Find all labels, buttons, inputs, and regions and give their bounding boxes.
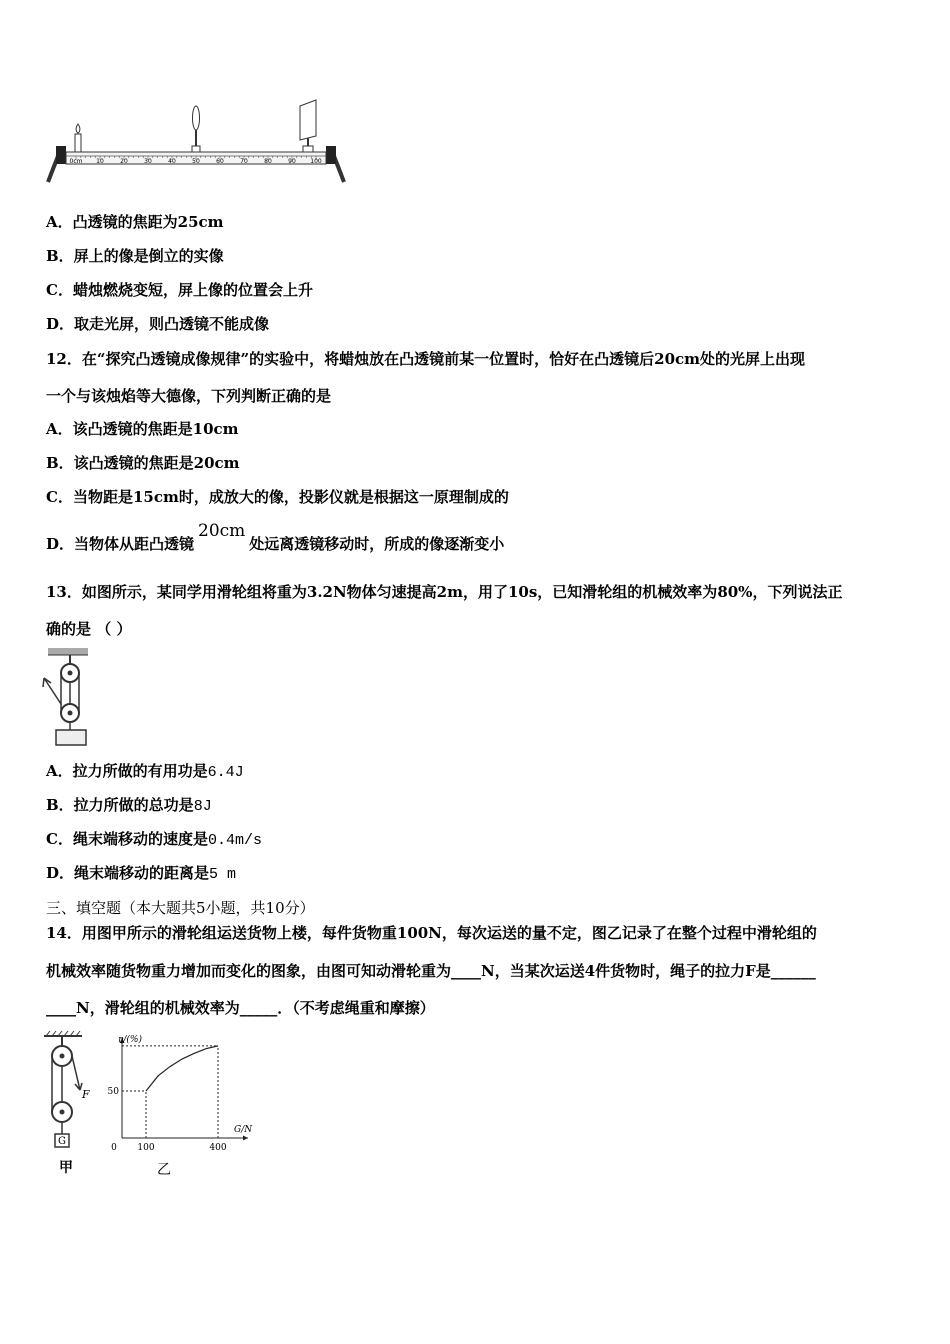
bench-scale-label: 100 — [310, 158, 322, 165]
bench-scale-label: 30 — [144, 158, 152, 165]
section3-title: 三、填空题（本大题共5小题，共10分） — [46, 899, 315, 917]
y-tick-label: 50 — [107, 1087, 119, 1097]
q13-option-a-value: 6.4J — [207, 764, 244, 781]
fig-yi-chart — [100, 1030, 253, 1180]
q12-stem-line2: 一个与该烛焰等大德像，下列判断正确的是 — [46, 387, 332, 405]
q14-line2: 机械效率随货物重力增加而变化的图象，由图可知动滑轮重为____N，当某次运送4件货物时，绳子的拉力F是______ — [46, 962, 816, 980]
fig-yi-caption: 乙 — [157, 1162, 171, 1178]
q13-option-a — [46, 760, 244, 781]
q12-option-b: B．该凸透镜的焦距是20cm — [46, 454, 240, 472]
q13-option-b-label: B．拉力所做的总功是 — [46, 796, 194, 814]
q13-option-d-label: D．绳末端移动的距离是 — [46, 864, 210, 882]
x-tick-label: 100 — [137, 1143, 155, 1153]
q12-option-d-post: 处远离透镜移动时，所成的像逐渐变小 — [249, 535, 505, 553]
q11-option-d: D．取走光屏，则凸透镜不能成像 — [46, 315, 270, 333]
bench-scale-label: 50 — [192, 158, 200, 165]
q13-option-b — [46, 794, 212, 815]
bench-scale-label: 60 — [216, 158, 224, 165]
q13-option-d — [46, 862, 236, 883]
q12-option-c: C．当物距是15cm时，成放大的像，投影仪就是根据这一原理制成的 — [46, 488, 509, 506]
q12-option-d — [46, 521, 505, 554]
q13-stem-line2: 确的是 （ ） — [46, 620, 132, 638]
q13-option-b-value: 8J — [193, 798, 212, 815]
q13-stem-line1: 13．如图所示，某同学用滑轮组将重为3.2N物体匀速提高2m，用了10s，已知滑轮组的机械效率为80%，下列说法正 — [46, 583, 843, 601]
q13-option-c — [46, 828, 262, 849]
x-axis-arrow — [243, 1136, 248, 1141]
q12-option-d-formula: 20cm — [198, 521, 246, 541]
bench-scale-label: 10 — [96, 158, 104, 165]
bench-scale-label: 70 — [240, 158, 248, 165]
q12-stem-line1: 12．在“探究凸透镜成像规律”的实验中，将蜡烛放在凸透镜前某一位置时，恰好在凸透镜后20cm处的光屏上出现 — [46, 350, 806, 368]
efficiency-curve — [146, 1046, 218, 1091]
q11-option-b: B．屏上的像是倒立的实像 — [46, 247, 224, 265]
bench-scale-label: 0cm — [69, 158, 83, 165]
bench-scale-label: 20 — [120, 158, 128, 165]
x-tick-label: 400 — [209, 1143, 227, 1153]
bench-scale-label: 40 — [168, 158, 176, 165]
fig-jia-weight-label: G — [58, 1136, 66, 1147]
x-tick-label: 0 — [111, 1143, 117, 1153]
q13-option-a-label: A．拉力所做的有用功是 — [46, 762, 208, 780]
pulley-figure — [38, 644, 98, 748]
fig-jia-caption: 甲 — [59, 1160, 73, 1176]
optical-bench-figure — [44, 96, 350, 188]
q12-option-a: A．该凸透镜的焦距是10cm — [46, 420, 239, 438]
bench-scale-label: 80 — [264, 158, 272, 165]
q14-line1: 14．用图甲所示的滑轮组运送货物上楼，每件货物重100N，每次运送的量不定，图乙记录了在整个过程中滑轮组的 — [46, 924, 817, 942]
y-axis-label: η/(%) — [118, 1035, 142, 1045]
q13-option-c-label: C．绳末端移动的速度是 — [46, 830, 208, 848]
x-axis-label: G/N — [234, 1125, 253, 1135]
q13-option-d-value: 5 m — [209, 866, 237, 883]
bench-scale-label: 90 — [288, 158, 296, 165]
q11-option-c: C．蜡烛燃烧变短，屏上像的位置会上升 — [46, 281, 313, 299]
fig-jia-force-label: F — [82, 1088, 90, 1101]
q14-line3: ____N，滑轮组的机械效率为_____．（不考虑绳重和摩擦） — [46, 999, 435, 1017]
q12-option-d-pre: D．当物体从距凸透镜 — [46, 535, 195, 553]
q11-option-a: A．凸透镜的焦距为25cm — [46, 213, 224, 231]
fig-jia-pulley — [38, 1028, 92, 1178]
q13-option-c-value: 0.4m/s — [207, 832, 262, 849]
